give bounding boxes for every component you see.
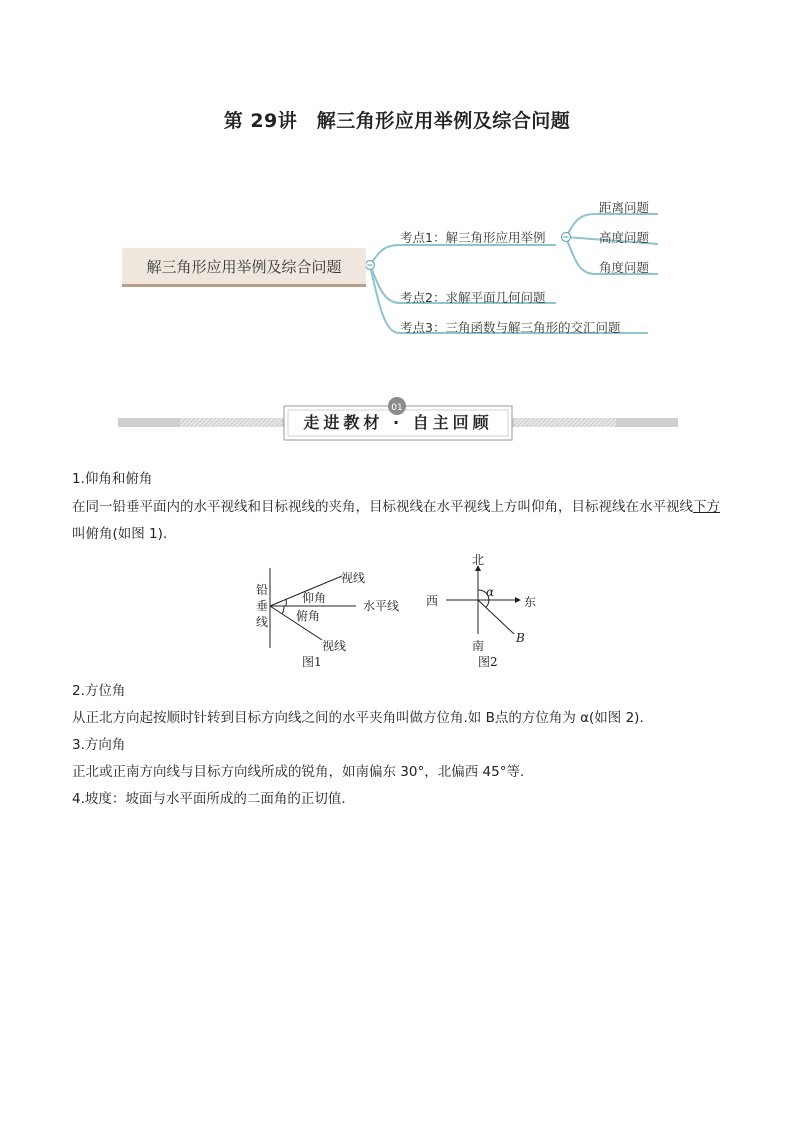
section-1-text-a: 在同一铅垂平面内的水平视线和目标视线的夹角，目标视线在水平视线上方叫仰角，目标视线在水平视线 <box>72 499 693 515</box>
mindmap-leaf-distance: 距离问题 <box>599 200 650 215</box>
figure-1 <box>248 568 418 672</box>
banner-number: 01 <box>391 403 403 413</box>
fig1-sight-down: 视线 <box>322 639 347 653</box>
section-4-text: 4.坡度：坡面与水平面所成的二面角的正切值. <box>72 791 346 807</box>
page-title: 第 29讲 解三角形应用举例及综合问题 <box>223 110 571 132</box>
section-2-title: 2.方位角 <box>72 683 126 699</box>
fig1-vertical-2: 垂 <box>256 599 269 613</box>
section-2-text: 从正北方向起按顺时针转到目标方向线之间的水平夹角叫做方位角.如 B点的方位角为 α(如图 2). <box>72 710 644 726</box>
fig1-horizontal: 水平线 <box>363 599 400 613</box>
mindmap-branch-3: 考点3：三角函数与解三角形的交汇问题 <box>400 320 621 335</box>
fig2-east: 东 <box>524 595 537 609</box>
figure-2 <box>422 552 552 672</box>
banner-title: 走进教材 · 自主回顾 <box>303 413 493 432</box>
fig2-caption: 图2 <box>478 655 498 669</box>
fig1-depression: 俯角 <box>296 609 321 623</box>
fig2-point-b: B <box>516 631 525 645</box>
mindmap-leaf-angle: 角度问题 <box>599 260 650 275</box>
fig2-west: 西 <box>426 594 439 608</box>
mindmap-root: 解三角形应用举例及综合问题 <box>146 258 342 276</box>
fig1-caption: 图1 <box>302 655 322 669</box>
fig2-south: 南 <box>472 639 485 653</box>
mindmap-branch-2: 考点2：求解平面几何问题 <box>400 290 546 305</box>
section-3-title: 3.方向角 <box>72 737 126 753</box>
fig1-vertical-1: 铅 <box>256 583 269 597</box>
fig1-elevation: 仰角 <box>302 591 327 605</box>
mindmap-branch-1: 考点1：解三角形应用举例 <box>400 230 546 245</box>
fig2-north: 北 <box>472 553 485 567</box>
fig1-sight-up: 视线 <box>341 571 366 585</box>
section-3-text: 正北或正南方向线与目标方向线所成的锐角，如南偏东 30°，北偏西 45°等. <box>72 764 525 780</box>
mindmap-leaf-height: 高度问题 <box>599 230 650 245</box>
section-1-text-underlined: 下方 <box>693 499 720 515</box>
mindmap-connectors <box>0 0 794 360</box>
fig2-alpha: α <box>486 585 495 599</box>
section-1-text-b: 叫俯角(如图 1). <box>72 526 168 542</box>
section-1-title: 1.仰角和俯角 <box>72 471 153 487</box>
section-1-text <box>72 494 732 548</box>
fig1-vertical-3: 线 <box>256 615 269 629</box>
